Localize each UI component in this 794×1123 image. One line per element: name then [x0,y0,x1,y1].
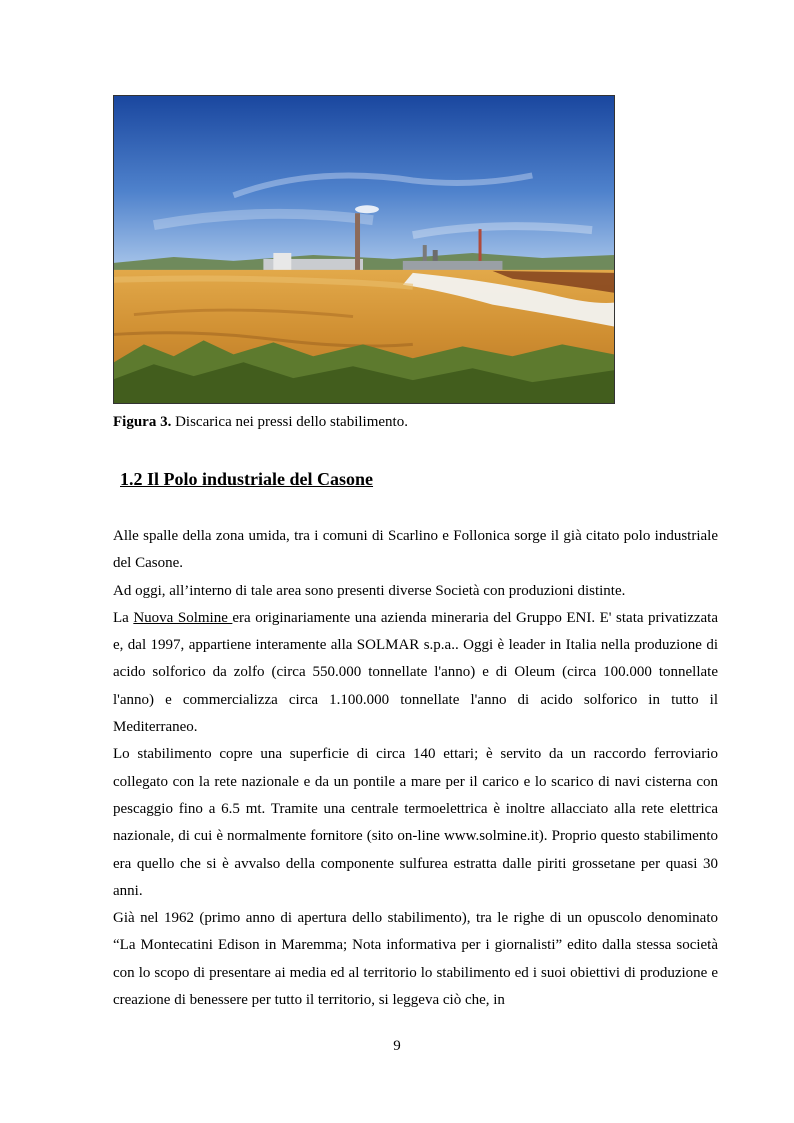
sky [114,96,614,270]
body-text [113,523,718,1014]
figure-caption-text: Discarica nei pressi dello stabilimento. [171,414,408,430]
figure-photo [113,95,615,404]
page-number: 9 [393,1038,401,1054]
chimney [355,213,360,271]
nuova-solmine-link: Nuova Solmine [133,609,233,626]
paragraph: Lo stabilimento copre una superficie di circa 140 ettari; è servito da un raccordo ferroviario collegato con la rete nazionale e da un pontile a mare per il carico e lo scarico di navi cisterna con pescaggio fino a 6.5 mt. Tramite una centrale termoelettrica è inoltre allacciato alla rete elettrica nazionale, di cui è normalmente fornitore (sito on-line www.solmine.it). Proprio questo stabilimento era quello che si è avvalso della componente sulfurea estratta dalle piriti grossetane per quasi 30 anni. [113,746,718,899]
paragraph: Già nel 1962 (primo anno di apertura dello stabilimento), tra le righe di un opuscolo denominato “La Montecatini Edison in Maremma; Nota informativa per i giornalisti” edito dalla stessa società con lo scopo di presentare ai media ed al territorio lo stabilimento ed i suoi obiettivi di produzione e creazione di benessere per tutto il territorio, si leggeva ciò che, in [113,910,718,1009]
paragraph: Alle spalle della zona umida, tra i comuni di Scarlino e Follonica sorge il già citato polo industriale del Casone. [113,528,718,572]
figure-caption [113,414,408,431]
paragraph: La Nuova Solmine era originariamente una azienda mineraria del Gruppo ENI. E' stata privatizzata e, dal 1997, appartiene interamente alla SOLMAR s.p.a.. Oggi è leader in Italia nella produzione di acido solforico da zolfo (circa 550.000 tonnellate l'anno) e di Oleum (circa 100.000 tonnellate l'anno) e commercializza circa 1.100.000 tonnellate l'anno di acido solforico in tutto il Mediterraneo. [113,609,718,736]
paragraph: Ad oggi, all’interno di tale area sono presenti diverse Società con produzioni distinte. [113,582,626,599]
figure-label: Figura 3. [113,414,172,430]
industrial-landscape-photo [114,96,614,403]
section-heading: 1.2 Il Polo industriale del Casone [120,469,374,489]
